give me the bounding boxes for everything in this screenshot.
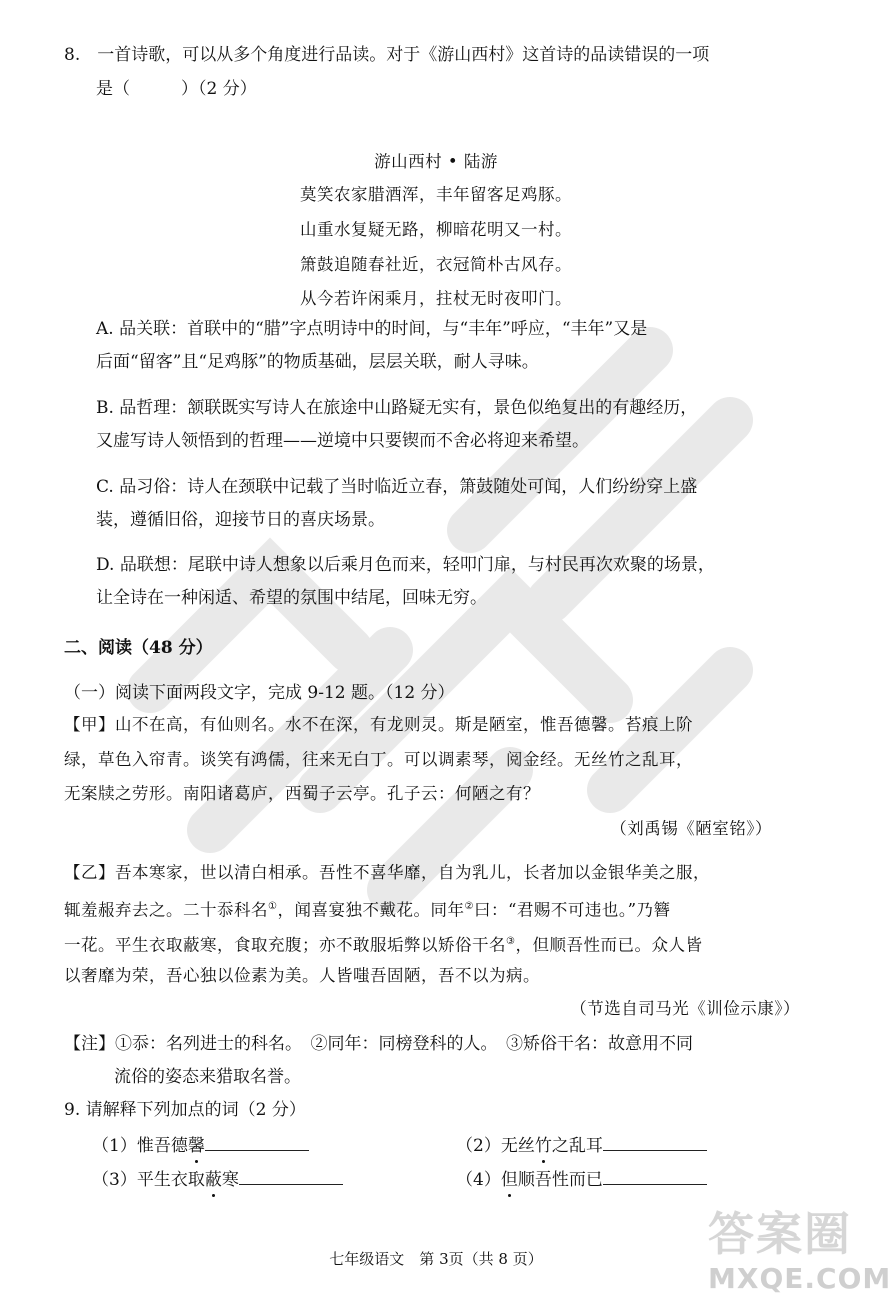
logo-cn-text: 答案圈 [708,1207,852,1261]
footnotes-line-2: 流俗的姿态来猎取名誉。 [114,1067,301,1087]
passage-jia-line: 无案牍之劳形。南阳诸葛庐，西蜀子云亭。孔子云：何陋之有？ [64,784,540,803]
option-b-line-2: 又虚写诗人领悟到的哲理——逆境中只要锲而不舍必将迎来希望。 [96,431,589,451]
passage-yi-line: 【乙】吾本寒家，世以清白相承。吾性不喜华靡，自为乳儿，长者加以金银华美之服， [64,863,710,882]
answer-blank[interactable] [603,1132,707,1151]
passage-yi-line: 以奢靡为荣，吾心独以俭素为美。人皆嗤吾固陋，吾不以为病。 [64,966,540,985]
option-a-line-2: 后面“留客”且“足鸡豚”的物质基础，层层关联，耐人寻味。 [96,352,539,372]
section-title: 二、阅读（48 分） [64,638,213,658]
question-8-line-1: 8. 一首诗歌，可以从多个角度进行品读。对于《游山西村》这首诗的品读错误的一项 [64,45,710,65]
passage-yi-line: 辄羞赧弃去之。二十忝科名①，闻喜宴独不戴花。同年②曰：“君赐不可违也。”乃簪 [64,900,671,920]
question-9-title: 9. 请解释下列加点的词（2 分） [64,1100,306,1120]
option-c-line-2: 装，遵循旧俗，迎接节日的喜庆场景。 [96,510,385,530]
poem-title: 游山西村 • 陆游 [374,152,498,171]
q9-item-1: （1）惟吾德馨 [92,1132,309,1157]
answer-blank[interactable] [603,1166,707,1185]
page-footer: 七年级语文 第 3页（共 8 页） [329,1250,543,1268]
option-d-line-2: 让全诗在一种闲适、希望的氛围中结尾，回味无穷。 [96,588,487,608]
question-8-line-2: 是（ ）（2 分） [96,79,257,99]
footnotes-line-1: 【注】①忝：名列进士的科名。 ②同年：同榜登科的人。 ③矫俗干名：故意用不同 [64,1034,693,1054]
footnote-marker: ① [268,901,278,912]
poem-line: 莫笑农家腊酒浑，丰年留客足鸡豚。 [300,185,572,204]
q9-item-3: （3）平生衣取蔽寒 [92,1166,343,1191]
option-d-line-1: D. 品联想：尾联中诗人想象以后乘月色而来，轻叩门扉，与村民再次欢聚的场景， [96,555,715,575]
poem-line: 箫鼓追随春社近，衣冠简朴古风存。 [300,255,572,274]
option-c-line-1: C. 品习俗：诗人在颈联中记载了当时临近立春，箫鼓随处可闻，人们纷纷穿上盛 [96,477,698,497]
q9-item-4: （4）但顺吾性而已 [456,1166,707,1191]
footnote-marker: ② [464,901,474,912]
option-b-line-1: B. 品哲理：颔联既实写诗人在旅途中山路疑无实有，景色似绝复出的有趣经历， [96,398,698,418]
passage-jia-line: 绿，草色入帘青。谈笑有鸿儒，往来无白丁。可以调素琴，阅金经。无丝竹之乱耳， [64,750,693,769]
poem-line: 山重水复疑无路，柳暗花明又一村。 [300,220,572,239]
option-a-line-1: A. 品关联：首联中的“腊”字点明诗中的时间，与“丰年”呼应，“丰年”又是 [96,319,648,339]
poem-line: 从今若许闲乘月，拄杖无时夜叩门。 [300,289,572,308]
passage-yi-line: 一花。平生衣取蔽寒，食取充腹；亦不敢服垢弊以矫俗干名③，但顺吾性而已。众人皆 [64,935,703,955]
site-logo [708,1198,891,1296]
footnote-marker: ③ [506,936,516,947]
passage-yi-source: （节选自司马光《训俭示康》） [570,999,800,1018]
passage-jia-line: 【甲】山不在高，有仙则名。水不在深，有龙则灵。斯是陋室，惟吾德馨。苔痕上阶 [64,715,693,734]
answer-blank[interactable] [205,1132,309,1151]
subsection-title: （一）阅读下面两段文字，完成 9-12 题。（12 分） [64,683,455,703]
q9-item-2: （2）无丝竹之乱耳 [456,1132,707,1157]
passage-jia-source: （刘禹锡《陋室铭》） [610,819,772,838]
answer-blank[interactable] [239,1166,343,1185]
logo-en-text: MXQE.COM [708,1262,891,1295]
